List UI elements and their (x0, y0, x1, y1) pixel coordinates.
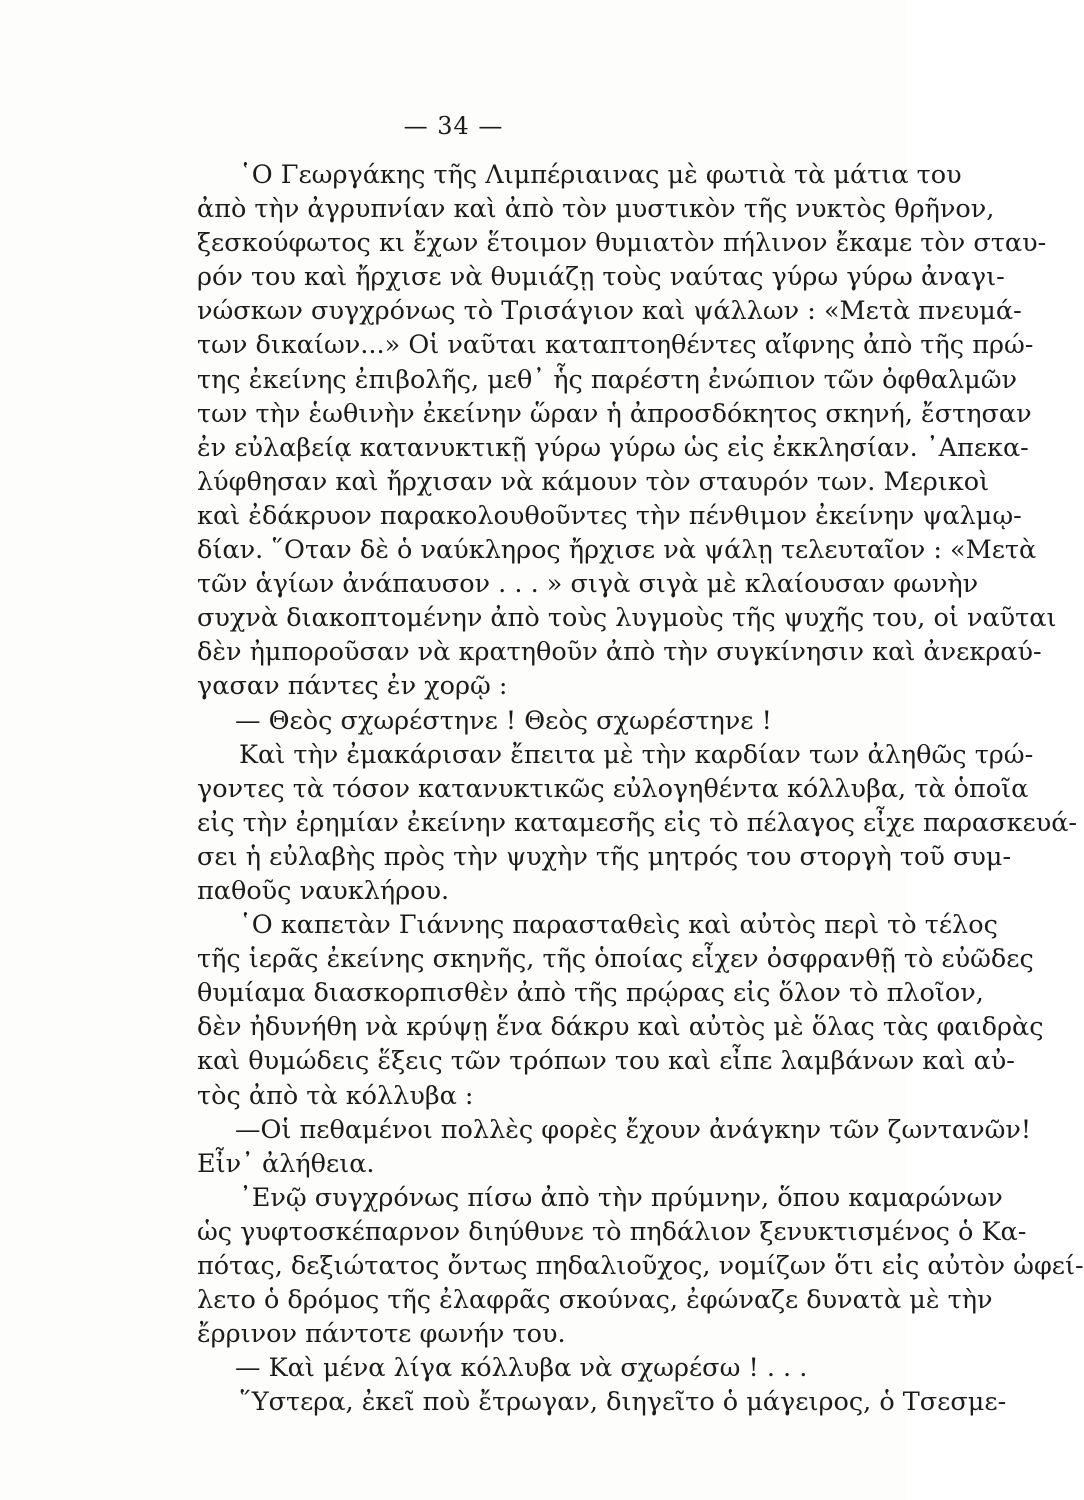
text-line: των τὴν ἑωθινὴν ἐκείνην ὥραν ἡ ἀπροσδόκητος σκηνή, ἔστησαν (197, 398, 1032, 429)
text-line: λύφθησαν καὶ ἤρχισαν νὰ κάμουν τὸν σταυρόν των. Μερικοὶ (197, 466, 990, 497)
text-line: ἐν εὐλαβείᾳ κατανυκτικῇ γύρω γύρω ὡς εἰς ἐκκλησίαν. ᾿Απεκα- (197, 432, 1029, 463)
text-line: ῾Ο Γεωργάκης τῆς Λιμπέριαινας μὲ φωτιὰ τὰ μάτια του (239, 160, 962, 190)
text-line: ἀπὸ τὴν ἀγρυπνίαν καὶ ἀπὸ τὸν μυστικὸν τῆς νυκτὸς θρῆνον, (197, 194, 995, 225)
text-line: παθοῦς ναυκλήρου. (197, 875, 450, 906)
text-line: πότας, δεξιώτατος ὄντως πηδαλιοῦχος, νομίζων ὅτι εἰς αὐτὸν ὠφεί- (197, 1251, 1084, 1281)
text-line: δὲν ἠμποροῦσαν νὰ κρατηθοῦν ἀπὸ τὴν συγκίνησιν καὶ ἀνεκραύ- (197, 637, 1042, 668)
text-line: ᾿Ενῷ συγχρόνως πίσω ἀπὸ τὴν πρύμνην, ὅπου καμαρώνων (239, 1182, 1003, 1213)
text-line: της ἐκείνης ἐπιβολῆς, μεθ᾽ ἧς παρέστη ἐνώπιον τῶν ὀφθαλμῶν (197, 364, 1017, 395)
text-line: ὡς γυφτοσκέπαρνον διηύθυνε τὸ πηδάλιον ξενυκτισμένος ὁ Κα- (197, 1216, 1027, 1247)
text-line: ῾Ο καπετὰν Γιάννης παρασταθεὶς καὶ αὐτὸς περὶ τὸ τέλος (239, 910, 998, 941)
text-line: τῆς ἱερᾶς ἐκείνης σκηνῆς, τῆς ὁποίας εἶχεν ὀσφρανθῇ τὸ εὐῶδες (197, 944, 1034, 975)
text-line: δὲν ἠδυνήθη νὰ κρύψῃ ἕνα δάκρυ καὶ αὐτὸς μὲ ὅλας τὰς φαιδρὰς (197, 1012, 1044, 1043)
text-line: σει ἡ εὐλαβὴς πρὸς τὴν ψυχὴν τῆς μητρός του στοργὴ τοῦ συμ- (197, 841, 1012, 872)
text-line: εἰς τὴν ἐρημίαν ἐκείνην καταμεσῆς εἰς τὸ πέλαγος εἶχε παρασκευά- (197, 807, 1078, 838)
body-text (197, 158, 1084, 1419)
text-line: —Οἱ πεθαμένοι πολλὲς φορὲς ἔχουν ἀνάγκην τῶν ζωντανῶν! (235, 1114, 1032, 1145)
text-line: καὶ ἐδάκρυον παρακολουθοῦντες τὴν πένθιμον ἐκείνην ψαλμῳ- (197, 500, 1022, 531)
text-line: ρόν του καὶ ἤρχισε νὰ θυμιάζῃ τοὺς ναύτας γύρω γύρω ἀναγι- (197, 262, 1005, 293)
text-line: καὶ θυμώδεις ἕξεις τῶν τρόπων του καὶ εἶπε λαμβάνων καὶ αὐ- (197, 1046, 1015, 1077)
text-line: ξεσκούφωτος κι ἔχων ἕτοιμον θυμιατὸν πήλινον ἔκαμε τὸν σταυ- (197, 228, 1047, 259)
page-number: — 34 — (403, 112, 504, 140)
text-line: — Καὶ μένα λίγα κόλλυβα νὰ σχωρέσω ! . . . (235, 1353, 808, 1384)
text-line: των δικαίων...» Οἱ ναῦται καταπτοηθέντες αἴφνης ἀπὸ τῆς πρώ- (197, 330, 1034, 361)
text-line: νώσκων συγχρόνως τὸ Τρισάγιον καὶ ψάλλων : «Μετὰ πνευμά- (197, 296, 1022, 327)
text-line: γασαν πάντες ἐν χορῷ : (197, 671, 508, 702)
text-line: τὸς ἀπὸ τὰ κόλλυβα : (197, 1080, 474, 1111)
text-line: Καὶ τὴν ἐμακάρισαν ἔπειτα μὲ τὴν καρδίαν των ἀληθῶς τρώ- (239, 739, 1034, 770)
text-line: λετο ὁ δρόμος τῆς ἐλαφρᾶς σκούνας, ἐφώναζε δυνατὰ μὲ τὴν (197, 1285, 993, 1316)
text-line: ἔρρινον πάντοτε φωνήν του. (197, 1319, 566, 1350)
text-line: θυμίαμα διασκορπισθὲν ἀπὸ τῆς πρῴρας εἰς ὅλον τὸ πλοῖον, (197, 978, 984, 1009)
text-line: Εἶν᾽ ἀλήθεια. (197, 1148, 375, 1179)
text-line: — Θεὸς σχωρέστηνε ! Θεὸς σχωρέστηνε ! (235, 705, 772, 736)
text-line: ῞Υστερα, ἐκεῖ ποὺ ἔτρωγαν, διηγεῖτο ὁ μάγειρος, ὁ Τσεσμε- (239, 1387, 1007, 1418)
text-line: τῶν ἁγίων ἀνάπαυσον . . . » σιγὰ σιγὰ μὲ κλαίουσαν φωνὴν (197, 569, 979, 600)
text-line: γοντες τὰ τόσον κατανυκτικῶς εὐλογηθέντα κόλλυβα, τὰ ὁποῖα (197, 773, 1029, 804)
text-line: δίαν. ῞Οταν δὲ ὁ ναύκληρος ἤρχισε νὰ ψάλῃ τελευταῖον : «Μετὰ (197, 535, 1037, 566)
text-line: συχνὰ διακοπτομένην ἀπὸ τοὺς λυγμοὺς τῆς ψυχῆς του, οἱ ναῦται (197, 603, 1057, 634)
